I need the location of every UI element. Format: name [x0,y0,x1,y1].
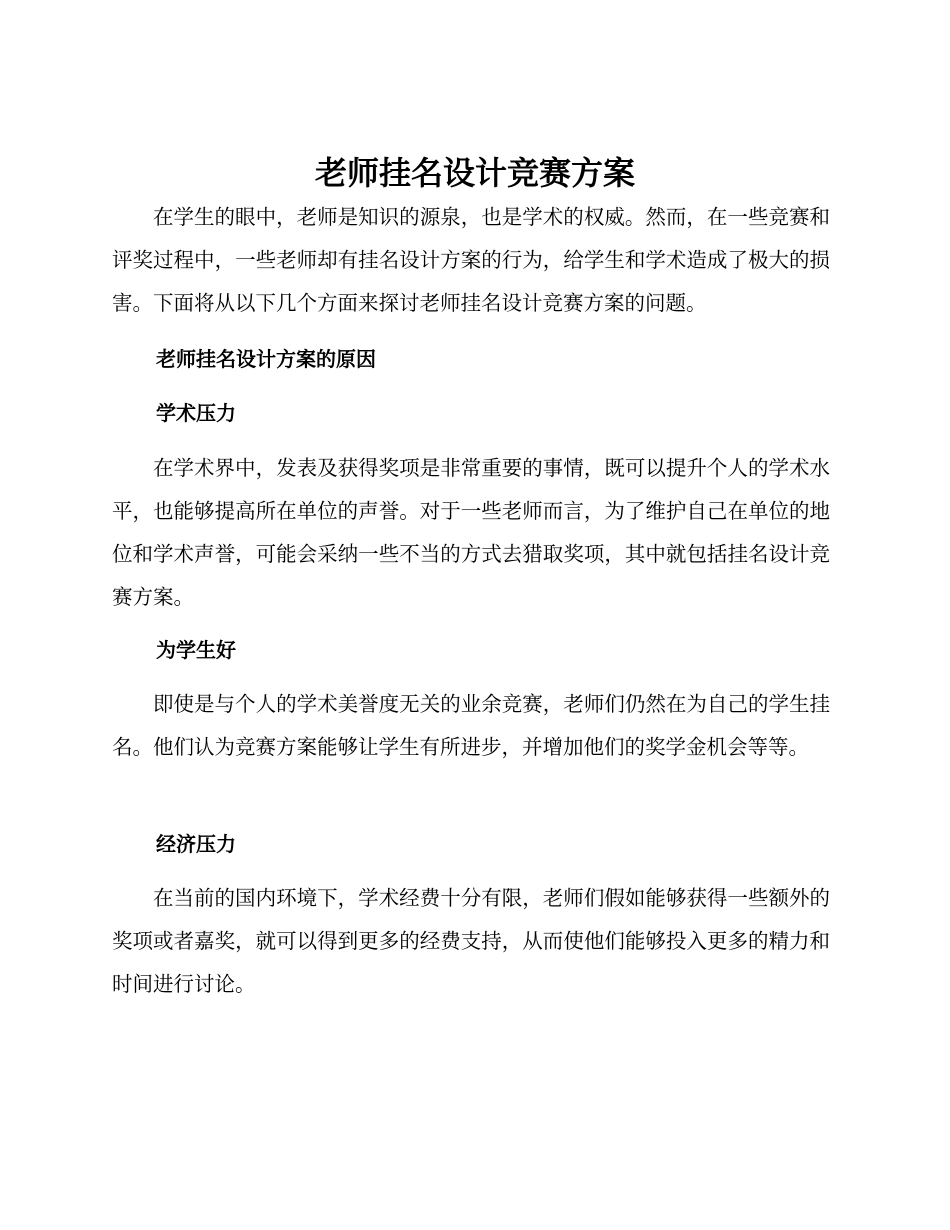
subheading-academic-pressure: 学术压力 [156,401,236,425]
for-students-paragraph: 即使是与个人的学术美誉度无关的业余竞赛，老师们仍然在为自己的学生挂名。他们认为竞赛方案能够让学生有所进步，并增加他们的奖学金机会等等。 [112,692,830,759]
intro-paragraph: 在学生的眼中，老师是知识的源泉，也是学术的权威。然而，在一些竞赛和评奖过程中，一些老师却有挂名设计方案的行为，给学生和学术造成了极大的损害。下面将从以下几个方面来探讨老师挂名设计竞赛方案的问题。 [112,205,830,315]
subheading-for-students: 为学生好 [156,638,236,662]
economic-pressure-paragraph: 在当前的国内环境下，学术经费十分有限，老师们假如能够获得一些额外的奖项或者嘉奖，就可以得到更多的经费支持，从而使他们能够投入更多的精力和时间进行讨论。 [112,886,830,996]
subheading-economic-pressure: 经济压力 [156,832,236,856]
section-heading: 老师挂名设计方案的原因 [156,347,376,371]
academic-pressure-paragraph: 在学术界中，发表及获得奖项是非常重要的事情，既可以提升个人的学术水平，也能够提高所在单位的声誉。对于一些老师而言，为了维护自己在单位的地位和学术声誉，可能会采纳一些不当的方式去猎取奖项，其中就包括挂名设计竞赛方案。 [112,456,830,609]
document-title: 老师挂名设计竞赛方案 [314,154,635,192]
